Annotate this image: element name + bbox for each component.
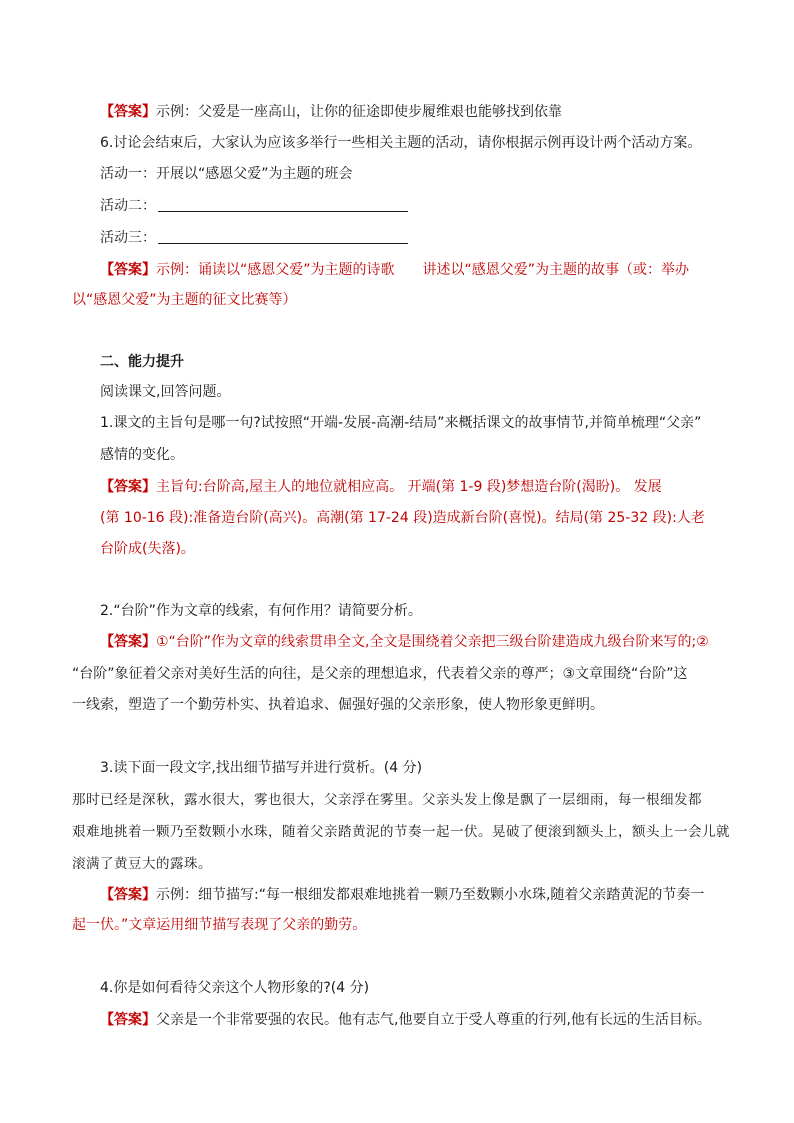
passage-line-3: 滚满了黄豆大的露珠。 [72,856,212,872]
answer-1-line-1 [100,477,662,497]
answer-4 [100,1010,711,1030]
answer-tag: 【答案】 [100,262,156,278]
answer-2-line-1 [100,632,709,652]
activity-3-blank [158,229,408,244]
question-3: 3.读下面一段文字,找出细节描写并进行赏析。(4 分) [100,760,423,776]
activity-2-label: 活动二： [100,198,156,214]
answer-5 [100,102,562,122]
activity-3 [100,228,408,248]
answer-3-line-1 [100,885,704,905]
answer-tag: 【答案】 [100,479,156,495]
question-2: 2.“台阶”作为文章的线索，有何作用？请简要分析。 [100,603,422,619]
answer-5-text: 示例：父爱是一座高山，让你的征途即使步履维艰也能够找到依靠 [156,104,562,120]
section-title: 二、能力提升 [100,354,184,370]
answer-1-text: 主旨句:台阶高,屋主人的地位就相应高。 开端(第 1-9 段)梦想造台阶(渴盼)。 发展 [156,479,662,495]
activity-1: 活动一：开展以“感恩父爱”为主题的班会 [100,166,353,182]
answer-6-text: 示例：诵读以“感恩父爱”为主题的诗歌 讲述以“感恩父爱”为主题的故事（或：举办 [156,262,690,278]
activity-2 [100,196,408,216]
answer-2-line-3: 一线索，塑造了一个勤劳朴实、执着追求、倔强好强的父亲形象，使人物形象更鲜明。 [72,697,604,713]
answer-3-line-2: 起一伏。”文章运用细节描写表现了父亲的勤劳。 [72,917,367,933]
answer-6-line-1 [100,260,689,280]
question-1-line-2: 感情的变化。 [100,447,184,463]
answer-tag: 【答案】 [100,1012,156,1028]
answer-2-line-2: “台阶”象征着父亲对美好生活的向往，是父亲的理想追求，代表着父亲的尊严；③文章围绕“台阶”这 [72,666,688,682]
activity-3-label: 活动三： [100,230,156,246]
question-1-line-1: 1.课文的主旨句是哪一句?试按照“开端-发展-高潮-结局”来概括课文的故事情节,并简单梳理“父亲” [100,415,702,431]
answer-1-line-2: (第 10-16 段):准备造台阶(高兴)。高潮(第 17-24 段)造成新台阶(喜悦)。结局(第 25-32 段):人老 [100,510,705,526]
answer-3-text: 示例：细节描写:“每一根细发都艰难地挑着一颗乃至数颗小水珠,随着父亲踏黄泥的节奏一 [156,887,705,903]
section-intro: 阅读课文,回答问题。 [100,384,231,400]
passage-line-1: 那时已经是深秋，露水很大，雾也很大，父亲浮在雾里。父亲头发上像是飘了一层细雨，每一根细发都 [72,792,702,808]
answer-tag: 【答案】 [100,104,156,120]
answer-4-text: 父亲是一个非常要强的农民。他有志气,他要自立于受人尊重的行列,他有长远的生活目标。 [156,1012,711,1028]
answer-6-line-2: 以“感恩父爱”为主题的征文比赛等） [72,292,297,308]
answer-2-text: ①“台阶”作为文章的线索贯串全文,全文是围绕着父亲把三级台阶建造成九级台阶来写的;② [156,634,709,650]
answer-tag: 【答案】 [100,634,156,650]
answer-1-line-3: 台阶成(失落)。 [100,541,195,557]
answer-tag: 【答案】 [100,887,156,903]
question-6: 6.讨论会结束后，大家认为应该多举行一些相关主题的活动，请你根据示例再设计两个活动方案。 [100,135,702,151]
question-4: 4.你是如何看待父亲这个人物形象的?(4 分) [100,980,370,996]
passage-line-2: 艰难地挑着一颗乃至数颗小水珠，随着父亲踏黄泥的节奏一起一伏。晃破了便滚到额头上，额头上一会儿就 [72,824,730,840]
activity-2-blank [158,197,408,212]
